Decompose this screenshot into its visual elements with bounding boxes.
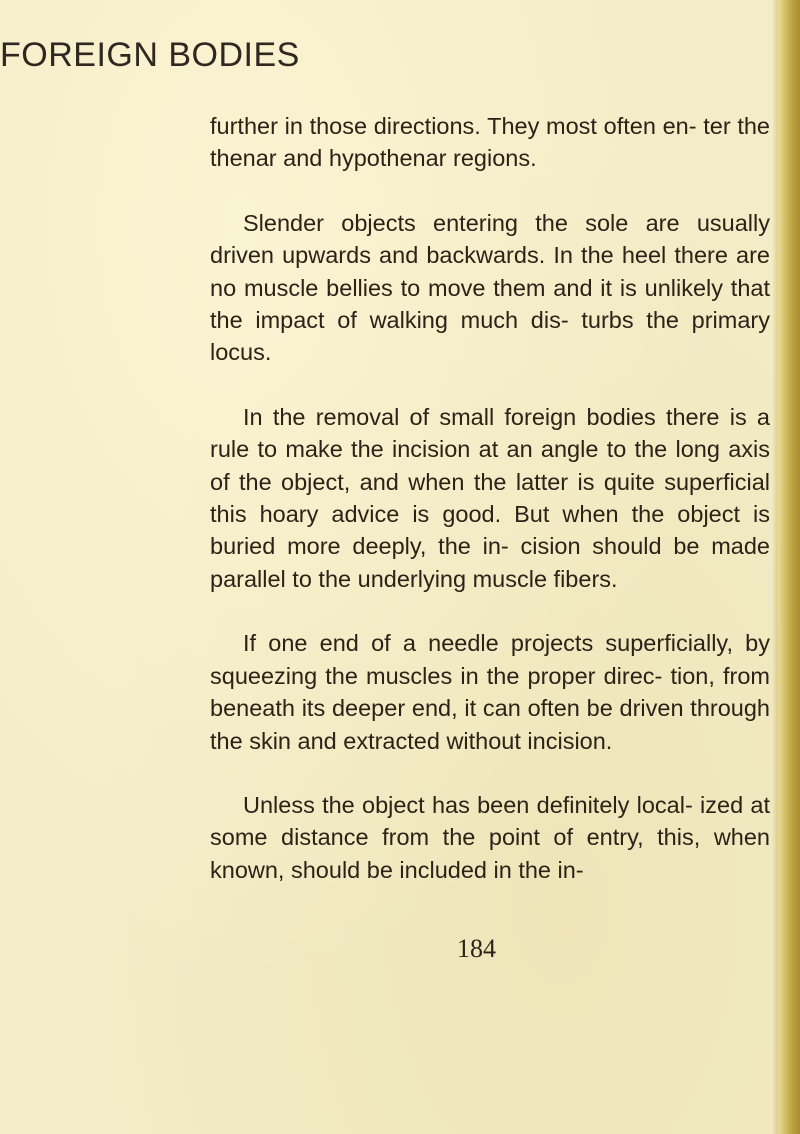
running-head: FOREIGN BODIES bbox=[0, 36, 300, 74]
paragraph-4: If one end of a needle projects superficially, by squeezing the muscles in the proper direc- tion, from beneath its deeper end, it can often be driven through the skin and extracted without incision. bbox=[210, 630, 770, 754]
body-text bbox=[210, 110, 770, 918]
page-number: 184 bbox=[457, 934, 496, 963]
paragraph-1: further in those directions. They most often en- ter the thenar and hypothenar regions. bbox=[210, 113, 770, 172]
paragraph-5: Unless the object has been definitely local- ized at some distance from the point of entry, this, when known, should be included in the in- bbox=[210, 791, 770, 883]
paragraph-3: In the removal of small foreign bodies there is a rule to make the incision at an angle to the long axis of the object, and when the latter is quite superficial this hoary advice is good. But when the object is buried more deeply, the in- cision should be made parallel to the underlying muscle fibers. bbox=[210, 403, 770, 592]
paragraph-2: Slender objects entering the sole are usually driven upwards and backwards. In the heel there are no muscle bellies to move them and it is unlikely that the impact of walking much dis- turbs the primary locus. bbox=[210, 209, 770, 366]
page-edge bbox=[778, 0, 800, 1134]
